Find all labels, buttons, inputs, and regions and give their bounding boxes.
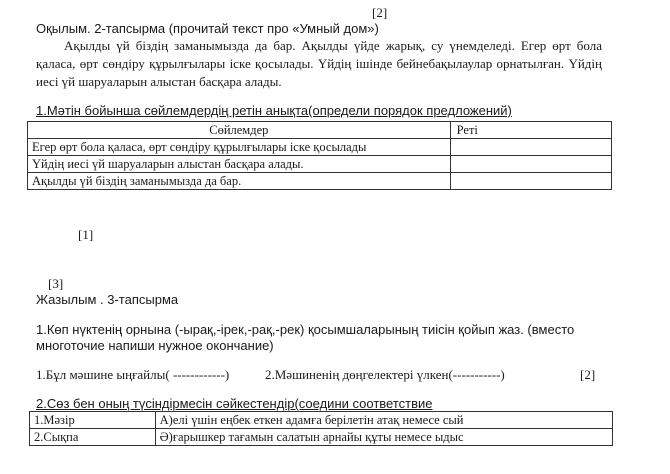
column-header-order: Реті	[450, 122, 611, 139]
sentence-cell: Егер өрт бола қаласа, өрт сөндіру құрылғылары іске қосылады	[28, 139, 451, 156]
definition-cell: А)елі үшін еңбек еткен адамға берілетін атақ немесе сый	[155, 412, 612, 429]
reading-task-title: Оқылым. 2-тапсырма (прочитай текст про «Умный дом»)	[36, 21, 379, 36]
writing-task-title: Жазылым . 3-тапсырма	[36, 292, 179, 307]
word-cell: 1.Мәзір	[30, 412, 156, 429]
table-row	[28, 173, 612, 190]
column-header-sentences: Сөйлемдер	[28, 122, 451, 139]
sentence-cell: Ақылды үй біздің заманымызда да бар.	[28, 173, 451, 190]
matching-table	[29, 411, 613, 446]
score-mark-task1: [1]	[78, 227, 94, 242]
word-cell: 2.Сықпа	[30, 429, 156, 446]
ending-item-2: 2.Мәшиненің дөңгелектері үлкен(-----------)	[265, 367, 505, 382]
order-table	[27, 121, 612, 190]
table-row	[30, 412, 613, 429]
score-mark-writing: [2]	[580, 367, 596, 382]
order-cell[interactable]	[450, 173, 611, 190]
definition-cell: Ә)ғарышкер тағамын салатын арнайы құты немесе ыдыс	[155, 429, 612, 446]
table-row	[28, 156, 612, 173]
order-cell[interactable]	[450, 139, 611, 156]
order-cell[interactable]	[450, 156, 611, 173]
ending-task-title-continued: многоточие напиши нужное окончание)	[36, 338, 274, 353]
sentence-cell: Үйдің иесі үй шаруаларын алыстан басқара алады.	[28, 156, 451, 173]
reading-paragraph: Ақылды үй біздің заманымызда да бар. Ақылды үйде жарық, су үнемделеді. Егер өрт бола қаласа, өрт сөндіру құрылғылары іске қосылады. Үйдің ішінде бейнебақылаулар орнатылған. Үйдің иесі үй шаруаларын алыстан басқара алады.	[36, 38, 602, 89]
matching-task-title: 2.Сөз бен оның түсіндірмесін сәйкестендір(соедини соответствие	[36, 396, 433, 411]
order-task-title: 1.Мәтін бойынша сөйлемдердің ретін анықта(определи порядок предложений)	[36, 103, 512, 118]
score-mark-section: [3]	[48, 276, 64, 291]
ending-task-title: 1.Көп нүктенің орнына (-ырақ,-ірек,-рақ,-рек) қосымшаларының тиісін қойып жаз. (вместо	[36, 322, 575, 337]
ending-item-1: 1.Бұл мәшине ыңғайлы( ------------)	[36, 367, 230, 382]
order-table-header-row	[28, 122, 612, 139]
table-row	[28, 139, 612, 156]
table-row	[30, 429, 613, 446]
score-mark-top: [2]	[372, 5, 388, 20]
